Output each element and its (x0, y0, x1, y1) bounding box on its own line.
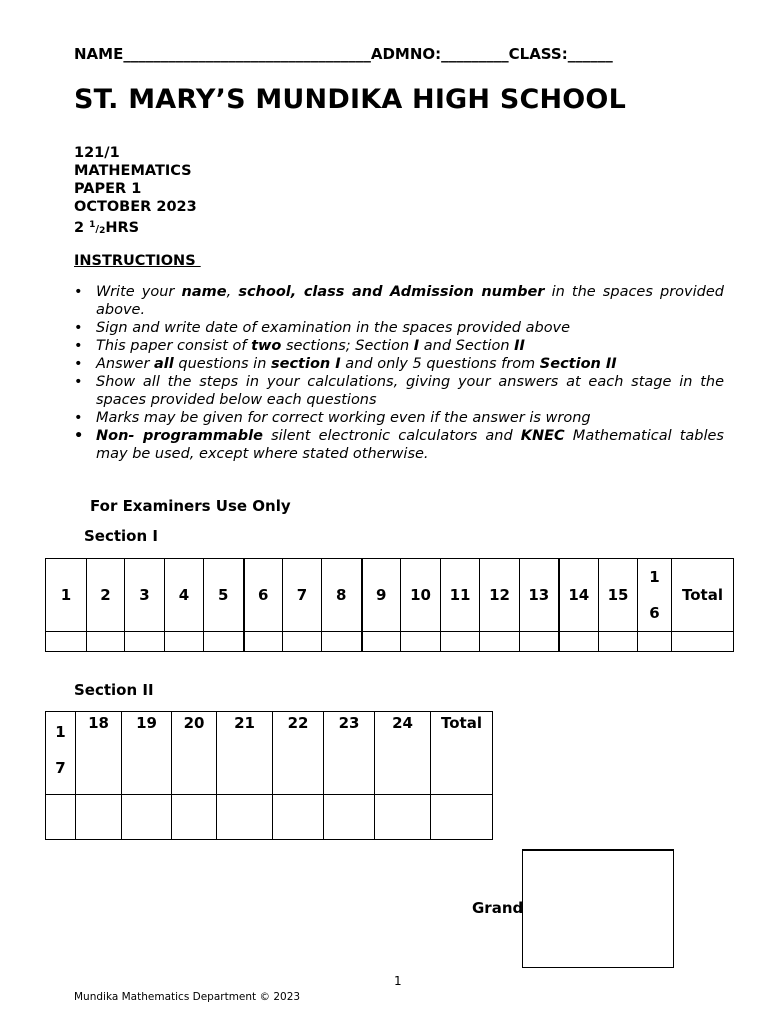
score-cell[interactable] (480, 632, 520, 652)
score-cell[interactable] (244, 632, 283, 652)
question-number-cell: 23 (324, 712, 375, 795)
instructions-heading: INSTRUCTIONS (74, 253, 201, 269)
score-cell[interactable] (46, 632, 87, 652)
question-number-cell: 21 (217, 712, 273, 795)
total-score-cell[interactable] (672, 632, 734, 652)
question-number-cell: 8 (322, 559, 362, 632)
question-number-cell: 19 (122, 712, 172, 795)
instructions-list (74, 283, 724, 463)
student-details-line: NAME_________________________________ADMNO:_________CLASS:______ (74, 45, 613, 63)
section-2-marks-table (45, 711, 493, 840)
question-number-cell: 2 (87, 559, 125, 632)
question-number-cell: 3 (125, 559, 165, 632)
paper-details (74, 144, 197, 240)
instruction-item: • Sign and write date of examination in the spaces provided above (74, 320, 571, 336)
score-cell[interactable] (46, 795, 76, 840)
score-cell[interactable] (172, 795, 217, 840)
instruction-item: • Answer all questions in section I and only 5 questions from Section II (74, 356, 617, 372)
question-number-cell: 9 (362, 559, 401, 632)
score-cell[interactable] (283, 632, 322, 652)
question-number-cell: 4 (165, 559, 204, 632)
score-cell[interactable] (520, 632, 559, 652)
instruction-item: • This paper consist of two sections; Section I and Section II (74, 338, 525, 354)
question-number-cell: 7 (283, 559, 322, 632)
question-number-cell: 24 (375, 712, 431, 795)
footer-text: Mundika Mathematics Department © 2023 (74, 991, 301, 1003)
question-number-cell: 12 (480, 559, 520, 632)
question-number-cell: 13 (520, 559, 559, 632)
paper-subject: MATHEMATICS (74, 163, 192, 179)
score-cell[interactable] (204, 632, 244, 652)
paper-duration: 2 $^1/_2HRS$ (74, 220, 140, 236)
paper-code: 121/1 (74, 145, 120, 161)
score-cell[interactable] (273, 795, 324, 840)
examiners-use-heading: For Examiners Use Only (90, 497, 291, 515)
total-header-cell: Total (672, 559, 734, 632)
score-cell[interactable] (324, 795, 375, 840)
score-cell[interactable] (322, 632, 362, 652)
school-name: ST. MARY’S MUNDIKA HIGH SCHOOL (74, 84, 626, 115)
score-cell[interactable] (165, 632, 204, 652)
paper-number: PAPER 1 (74, 181, 142, 197)
score-cell[interactable] (76, 795, 122, 840)
instruction-item: • Show all the steps in your calculations, giving your answers at each stage in the spaces provided below each questions (74, 374, 724, 408)
question-number-cell: 11 (441, 559, 480, 632)
score-cell[interactable] (638, 632, 672, 652)
page-number: 1 (394, 974, 402, 988)
score-cell[interactable] (441, 632, 480, 652)
section-1-heading: Section I (84, 527, 158, 545)
paper-date: OCTOBER 2023 (74, 199, 197, 215)
total-header-cell: Total (431, 712, 493, 795)
score-cell[interactable] (375, 795, 431, 840)
score-cell[interactable] (87, 632, 125, 652)
score-cell[interactable] (122, 795, 172, 840)
section-1-marks-table (45, 558, 734, 652)
score-cell[interactable] (217, 795, 273, 840)
instruction-item: • Write your name, school, class and Admission number in the spaces provided above. (74, 284, 724, 318)
question-number-cell: 1 (46, 559, 87, 632)
question-number-cell: 5 (204, 559, 244, 632)
instruction-item: • Marks may be given for correct working even if the answer is wrong (74, 410, 591, 426)
question-number-cell: 18 (76, 712, 122, 795)
grand-total-box[interactable] (522, 849, 674, 968)
section-2-heading: Section II (74, 681, 154, 699)
score-cell[interactable] (599, 632, 638, 652)
question-number-cell: 20 (172, 712, 217, 795)
score-cell[interactable] (362, 632, 401, 652)
question-number-cell: 22 (273, 712, 324, 795)
score-cell[interactable] (401, 632, 441, 652)
question-number-cell-16: 1 6 (638, 559, 672, 632)
total-score-cell[interactable] (431, 795, 493, 840)
score-cell[interactable] (559, 632, 599, 652)
instruction-item: • Non- programmable silent electronic calculators and KNEC Mathematical tables may be used, except where stated otherwise. (74, 428, 724, 462)
question-number-cell: 15 (599, 559, 638, 632)
grand-total-label: Grand (472, 899, 524, 917)
question-number-cell: 14 (559, 559, 599, 632)
question-number-cell: 6 (244, 559, 283, 632)
score-cell[interactable] (125, 632, 165, 652)
question-number-cell-17: 1 7 (46, 712, 76, 795)
question-number-cell: 10 (401, 559, 441, 632)
